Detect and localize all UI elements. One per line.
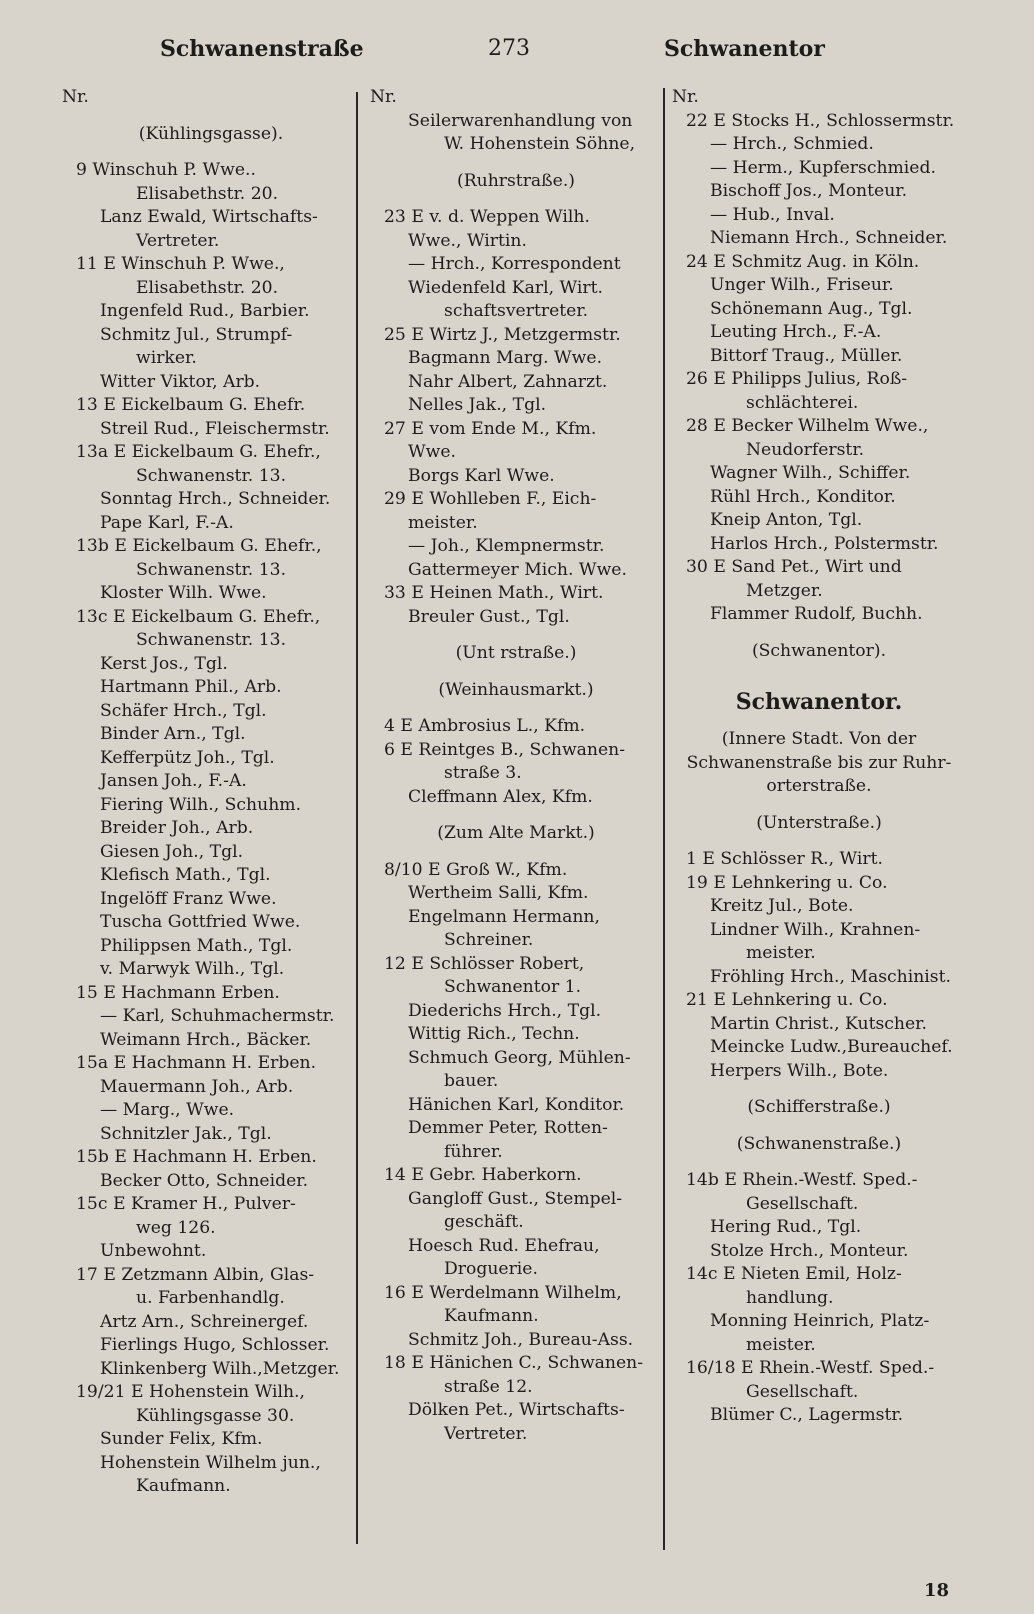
section-heading: orterstraße. bbox=[766, 776, 872, 796]
spacer bbox=[370, 702, 662, 715]
directory-entry: Weimann Hrch., Bäcker. bbox=[100, 1029, 312, 1050]
directory-entry: Schreiner. bbox=[444, 930, 534, 950]
directory-entry: führer. bbox=[444, 1141, 503, 1162]
directory-entry: handlung. bbox=[746, 1287, 834, 1308]
directory-entry: Hoesch Rud. Ehefrau, bbox=[408, 1235, 600, 1256]
column-nr-label: Nr. bbox=[672, 87, 699, 107]
directory-entry: Demmer Peter, Rotten- bbox=[408, 1118, 608, 1138]
spacer bbox=[672, 715, 966, 728]
directory-entry: 21 E Lehnkering u. Co. bbox=[686, 990, 888, 1010]
directory-entry: geschäft. bbox=[444, 1212, 524, 1232]
directory-entry: Kloster Wilh. Wwe. bbox=[100, 583, 267, 603]
footer-sheet-number: 18 bbox=[924, 1580, 950, 1601]
spacer bbox=[672, 676, 966, 689]
directory-entry: wirker. bbox=[136, 348, 197, 368]
directory-entry: 6 E Reintges B., Schwanen- bbox=[384, 739, 626, 760]
directory-entry: Streil Rud., Fleischermstr. bbox=[100, 418, 330, 439]
directory-entry: Kreitz Jul., Bote. bbox=[710, 896, 854, 916]
directory-entry: bauer. bbox=[444, 1071, 499, 1091]
directory-entry: Harlos Hrch., Polstermstr. bbox=[710, 533, 939, 554]
directory-entry: Philippsen Math., Tgl. bbox=[100, 935, 293, 956]
column-nr-label: Nr. bbox=[62, 87, 89, 107]
directory-entry: 1 E Schlösser R., Wirt. bbox=[686, 849, 883, 869]
directory-entry: Diederichs Hrch., Tgl. bbox=[408, 1000, 602, 1021]
directory-entry: Giesen Joh., Tgl. bbox=[100, 841, 244, 862]
directory-entry: Ingelöff Franz Wwe. bbox=[100, 888, 277, 909]
spacer bbox=[672, 799, 966, 812]
directory-entry: Schmitz Jul., Strumpf- bbox=[100, 324, 293, 345]
spacer bbox=[672, 1120, 966, 1133]
directory-entry: Wiedenfeld Karl, Wirt. bbox=[408, 277, 603, 298]
directory-entry: 25 E Wirtz J., Metzgermstr. bbox=[384, 324, 621, 345]
directory-entry: Bischoff Jos., Monteur. bbox=[710, 181, 908, 201]
directory-entry: Unger Wilh., Friseur. bbox=[710, 275, 894, 295]
directory-entry: Hartmann Phil., Arb. bbox=[100, 677, 282, 697]
directory-entry: Kerst Jos., Tgl. bbox=[100, 653, 228, 674]
directory-entry: Elisabethstr. 20. bbox=[136, 183, 279, 204]
directory-entry: Pape Karl, F.-A. bbox=[100, 512, 234, 533]
directory-entry: 16 E Werdelmann Wilhelm, bbox=[384, 1282, 622, 1303]
section-heading: (Zum Alte Markt.) bbox=[437, 823, 595, 843]
section-heading: Schwanentor. bbox=[735, 689, 903, 715]
section-heading: Schwanenstraße bis zur Ruhr- bbox=[686, 752, 952, 773]
spacer bbox=[672, 1083, 966, 1096]
header-left-title: Schwanenstraße bbox=[160, 36, 364, 62]
directory-entry: Bagmann Marg. Wwe. bbox=[408, 348, 603, 368]
directory-entry: 15b E Hachmann H. Erben. bbox=[76, 1147, 317, 1167]
spacer bbox=[370, 666, 662, 679]
directory-entry: 26 E Philipps Julius, Roß- bbox=[686, 369, 908, 389]
spacer bbox=[370, 157, 662, 170]
directory-entry: 30 E Sand Pet., Wirt und bbox=[686, 557, 902, 577]
directory-entry: meister. bbox=[746, 943, 816, 963]
directory-entry: v. Marwyk Wilh., Tgl. bbox=[100, 959, 285, 979]
directory-entry: schlächterei. bbox=[746, 392, 859, 413]
directory-entry: Ingenfeld Rud., Barbier. bbox=[100, 301, 310, 321]
directory-entry: Schmuch Georg, Mühlen- bbox=[408, 1047, 631, 1068]
directory-entry: 8/10 E Groß W., Kfm. bbox=[384, 859, 568, 880]
directory-entry: Borgs Karl Wwe. bbox=[408, 465, 555, 486]
directory-entry: 4 E Ambrosius L., Kfm. bbox=[384, 716, 586, 736]
directory-entry: 14 E Gebr. Haberkorn. bbox=[384, 1165, 582, 1185]
directory-entry: Kefferpütz Joh., Tgl. bbox=[100, 747, 275, 768]
directory-entry: 15 E Hachmann Erben. bbox=[76, 982, 280, 1003]
directory-entry: Sonntag Hrch., Schneider. bbox=[100, 489, 331, 509]
directory-entry: 13a E Eickelbaum G. Ehefr., bbox=[76, 442, 321, 462]
directory-entry: Fiering Wilh., Schuhm. bbox=[100, 794, 302, 815]
column-divider-2 bbox=[663, 88, 665, 1550]
directory-entry: Cleffmann Alex, Kfm. bbox=[408, 786, 593, 807]
directory-entry: Gesellschaft. bbox=[746, 1381, 859, 1402]
spacer bbox=[672, 663, 966, 676]
directory-entry: Artz Arn., Schreinergef. bbox=[100, 1311, 309, 1332]
directory-entry: Kaufmann. bbox=[136, 1476, 231, 1496]
directory-entry: 13b E Eickelbaum G. Ehefr., bbox=[76, 536, 322, 556]
directory-entry: 23 E v. d. Weppen Wilh. bbox=[384, 207, 590, 227]
directory-entry: Elisabethstr. 20. bbox=[136, 277, 279, 298]
section-heading: (Schwanenstraße.) bbox=[736, 1133, 902, 1154]
directory-entry: Leuting Hrch., F.-A. bbox=[710, 322, 882, 342]
directory-entry: Neudorferstr. bbox=[746, 439, 865, 460]
column-2 bbox=[370, 86, 662, 1446]
directory-entry: 11 E Winschuh P. Wwe., bbox=[76, 254, 285, 274]
directory-entry: Fröhling Hrch., Maschinist. bbox=[710, 966, 951, 987]
directory-entry: Nelles Jak., Tgl. bbox=[408, 395, 547, 415]
directory-entry: 16/18 E Rhein.-Westf. Sped.- bbox=[686, 1358, 935, 1378]
directory-entry: 28 E Becker Wilhelm Wwe., bbox=[686, 416, 929, 436]
directory-entry: — Joh., Klempnermstr. bbox=[408, 536, 605, 556]
directory-entry: 15a E Hachmann H. Erben. bbox=[76, 1053, 317, 1073]
directory-entry: Jansen Joh., F.-A. bbox=[100, 771, 247, 791]
directory-entry: Schwanenstr. 13. bbox=[136, 630, 287, 650]
directory-entry: Stolze Hrch., Monteur. bbox=[710, 1240, 909, 1261]
directory-entry: Metzger. bbox=[746, 580, 823, 601]
spacer bbox=[370, 809, 662, 822]
directory-entry: Unbewohnt. bbox=[100, 1241, 207, 1261]
directory-entry: W. Hohenstein Söhne, bbox=[444, 134, 636, 154]
directory-entry: Schwanentor 1. bbox=[444, 977, 582, 997]
directory-entry: Gesellschaft. bbox=[746, 1193, 859, 1214]
directory-entry: 18 E Hänichen C., Schwanen- bbox=[384, 1353, 644, 1373]
directory-entry: Kaufmann. bbox=[444, 1306, 539, 1326]
directory-entry: 14b E Rhein.-Westf. Sped.- bbox=[686, 1170, 918, 1190]
directory-entry: 19 E Lehnkering u. Co. bbox=[686, 872, 888, 893]
directory-entry: Kneip Anton, Tgl. bbox=[710, 510, 863, 530]
directory-entry: meister. bbox=[408, 512, 478, 533]
directory-entry: Binder Arn., Tgl. bbox=[100, 724, 246, 744]
directory-entry: Wagner Wilh., Schiffer. bbox=[710, 463, 911, 483]
directory-entry: u. Farbenhandlg. bbox=[136, 1288, 285, 1308]
directory-entry: 29 E Wohlleben F., Eich- bbox=[384, 489, 597, 509]
directory-entry: 22 E Stocks H., Schlossermstr. bbox=[686, 110, 955, 131]
directory-entry: Hering Rud., Tgl. bbox=[710, 1217, 862, 1237]
directory-entry: — Hrch., Schmied. bbox=[710, 134, 874, 154]
directory-entry: weg 126. bbox=[136, 1217, 216, 1238]
directory-entry: 24 E Schmitz Aug. in Köln. bbox=[686, 251, 920, 272]
directory-entry: 15c E Kramer H., Pulver- bbox=[76, 1194, 296, 1214]
directory-entry: Hänichen Karl, Konditor. bbox=[408, 1094, 625, 1115]
spacer bbox=[370, 846, 662, 859]
spacer bbox=[62, 110, 360, 123]
directory-entry: — Hrch., Korrespondent bbox=[408, 254, 621, 274]
directory-entry: Lindner Wilh., Krahnen- bbox=[710, 919, 921, 940]
directory-entry: — Karl, Schuhmachermstr. bbox=[100, 1006, 335, 1026]
directory-entry: Fierlings Hugo, Schlosser. bbox=[100, 1335, 330, 1355]
section-heading: (Kühlingsgasse). bbox=[138, 123, 284, 144]
section-heading: (Innere Stadt. Von der bbox=[721, 729, 917, 749]
spacer bbox=[672, 627, 966, 640]
directory-entry: 14c E Nieten Emil, Holz- bbox=[686, 1264, 902, 1284]
directory-entry: Vertreter. bbox=[136, 230, 220, 251]
spacer bbox=[672, 1156, 966, 1169]
header-page-number: 273 bbox=[488, 36, 530, 61]
directory-entry: Flammer Rudolf, Buchh. bbox=[710, 604, 923, 624]
directory-entry: Rühl Hrch., Konditor. bbox=[710, 486, 896, 507]
section-heading: (Unt rstraße.) bbox=[455, 643, 577, 663]
directory-entry: Meincke Ludw.,Bureauchef. bbox=[710, 1037, 953, 1057]
directory-entry: — Hub., Inval. bbox=[710, 204, 835, 225]
directory-entry: Gangloff Gust., Stempel- bbox=[408, 1188, 623, 1209]
directory-entry: Schnitzler Jak., Tgl. bbox=[100, 1123, 272, 1144]
directory-entry: Breider Joh., Arb. bbox=[100, 818, 254, 838]
directory-entry: Blümer C., Lagermstr. bbox=[710, 1405, 904, 1425]
section-heading: (Schwanentor). bbox=[751, 640, 887, 661]
directory-entry: Engelmann Hermann, bbox=[408, 906, 600, 927]
spacer bbox=[370, 629, 662, 642]
directory-entry: Wwe., Wirtin. bbox=[408, 230, 527, 251]
directory-entry: Bittorf Traug., Müller. bbox=[710, 345, 903, 366]
directory-entry: 17 E Zetzmann Albin, Glas- bbox=[76, 1264, 315, 1285]
column-3 bbox=[672, 86, 966, 1428]
directory-entry: Niemann Hrch., Schneider. bbox=[710, 228, 948, 248]
header-right-title: Schwanentor bbox=[664, 36, 825, 62]
directory-entry: 13 E Eickelbaum G. Ehefr. bbox=[76, 395, 306, 415]
directory-entry: Martin Christ., Kutscher. bbox=[710, 1013, 927, 1034]
directory-entry: Witter Viktor, Arb. bbox=[100, 371, 261, 392]
directory-entry: Kühlingsgasse 30. bbox=[136, 1405, 295, 1426]
directory-entry: Klinkenberg Wilh.,Metzger. bbox=[100, 1358, 340, 1379]
directory-entry: 27 E vom Ende M., Kfm. bbox=[384, 418, 597, 439]
column-1 bbox=[62, 86, 360, 1499]
spacer bbox=[672, 835, 966, 848]
section-heading: (Weinhausmarkt.) bbox=[438, 679, 594, 700]
directory-entry: 13c E Eickelbaum G. Ehefr., bbox=[76, 606, 321, 627]
directory-entry: — Marg., Wwe. bbox=[100, 1100, 235, 1120]
directory-entry: Monning Heinrich, Platz- bbox=[710, 1311, 930, 1331]
directory-entry: Vertreter. bbox=[444, 1423, 528, 1444]
directory-entry: 9 Winschuh P. Wwe.. bbox=[76, 160, 256, 180]
directory-entry: — Herm., Kupferschmied. bbox=[710, 157, 936, 178]
directory-entry: Droguerie. bbox=[444, 1259, 538, 1279]
directory-entry: straße 3. bbox=[444, 763, 522, 783]
directory-entry: straße 12. bbox=[444, 1376, 533, 1397]
directory-entry: Mauermann Joh., Arb. bbox=[100, 1076, 294, 1097]
directory-entry: Tuscha Gottfried Wwe. bbox=[100, 912, 301, 932]
section-heading: (Schifferstraße.) bbox=[747, 1097, 891, 1117]
section-heading: (Unterstraße.) bbox=[756, 812, 882, 833]
spacer bbox=[370, 193, 662, 206]
directory-entry: Schäfer Hrch., Tgl. bbox=[100, 700, 267, 721]
directory-entry: Nahr Albert, Zahnarzt. bbox=[408, 371, 608, 392]
directory-entry: Wertheim Salli, Kfm. bbox=[408, 883, 589, 903]
directory-entry: meister. bbox=[746, 1334, 816, 1355]
directory-entry: Schwanenstr. 13. bbox=[136, 559, 287, 580]
directory-entry: Lanz Ewald, Wirtschafts- bbox=[100, 207, 318, 227]
directory-entry: Wittig Rich., Techn. bbox=[408, 1024, 580, 1044]
directory-entry: Gattermeyer Mich. Wwe. bbox=[408, 559, 627, 580]
directory-entry: 12 E Schlösser Robert, bbox=[384, 953, 585, 974]
directory-entry: Klefisch Math., Tgl. bbox=[100, 865, 271, 885]
section-heading: (Ruhrstraße.) bbox=[456, 170, 575, 191]
directory-entry: Becker Otto, Schneider. bbox=[100, 1170, 309, 1191]
directory-entry: Schmitz Joh., Bureau-Ass. bbox=[408, 1329, 634, 1350]
directory-entry: Sunder Felix, Kfm. bbox=[100, 1429, 263, 1449]
directory-entry: Schwanenstr. 13. bbox=[136, 465, 287, 486]
column-nr-label: Nr. bbox=[370, 87, 397, 107]
directory-entry: Herpers Wilh., Bote. bbox=[710, 1060, 889, 1081]
directory-entry: Schönemann Aug., Tgl. bbox=[710, 298, 913, 319]
spacer bbox=[62, 146, 360, 159]
directory-entry: schaftsvertreter. bbox=[444, 301, 589, 321]
directory-entry: Breuler Gust., Tgl. bbox=[408, 606, 570, 627]
directory-entry: Dölken Pet., Wirtschafts- bbox=[408, 1400, 625, 1420]
directory-entry: Seilerwarenhandlung von bbox=[408, 110, 633, 131]
directory-entry: Hohenstein Wilhelm jun., bbox=[100, 1452, 321, 1473]
directory-entry: 33 E Heinen Math., Wirt. bbox=[384, 583, 604, 603]
directory-entry: 19/21 E Hohenstein Wilh., bbox=[76, 1382, 305, 1402]
directory-entry: Wwe. bbox=[408, 442, 457, 462]
